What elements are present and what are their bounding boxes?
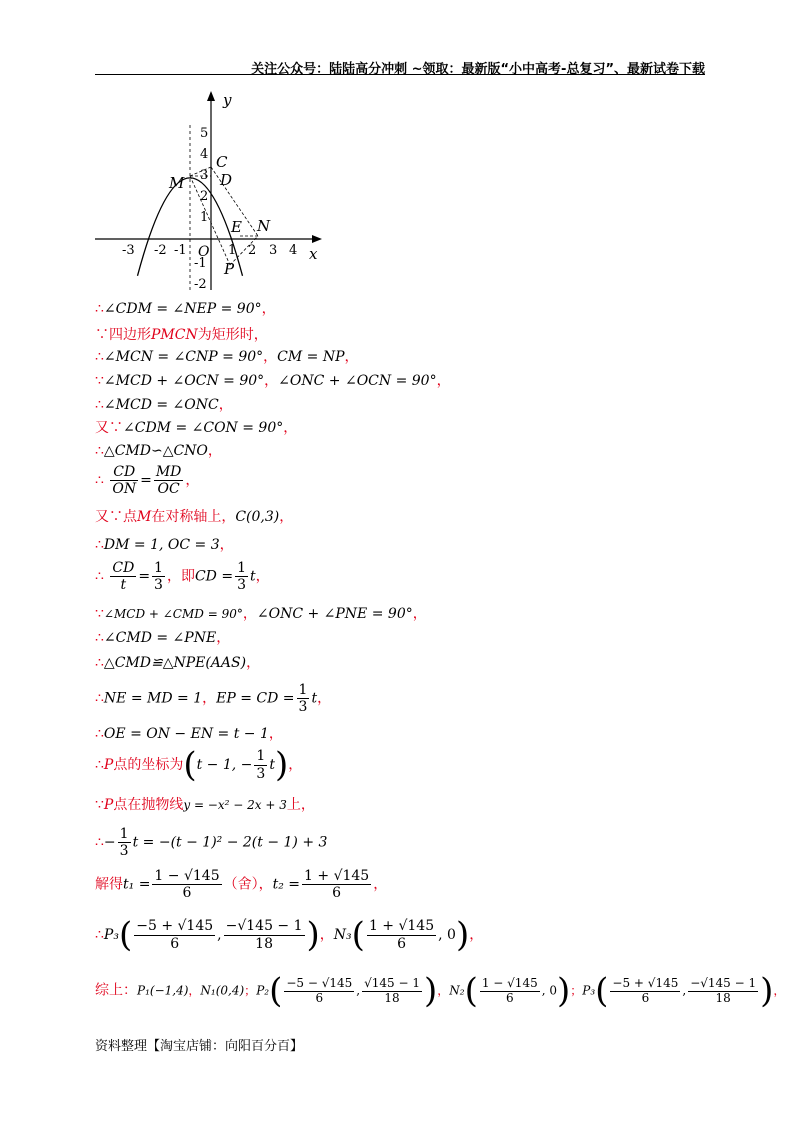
y-tick: -2: [194, 277, 207, 292]
solution-line: ∴P点的坐标为(t − 1, − $\frac{1}{3}$ t)，: [95, 745, 303, 785]
y-tick: 2: [200, 189, 209, 204]
point-label-p: P: [224, 260, 235, 278]
solution-line: ∴OE = ON − EN = t − 1，: [95, 726, 283, 742]
point-label-m: M: [169, 174, 185, 192]
x-axis-arrow: [312, 235, 322, 243]
axis-x-label: x: [309, 245, 318, 263]
solution-line: ∵P点在抛物线y = −x² − 2x + 3上，: [95, 797, 315, 813]
point-label-e: E: [231, 218, 242, 236]
solution-line: ∴NE = MD = 1，EP = CD = $\frac{1}{3}$ t，: [95, 682, 332, 716]
x-tick: 1: [228, 243, 237, 258]
axis-y-label: y: [223, 91, 232, 109]
solution-line: ∴∠MCD = ∠ONC，: [95, 397, 233, 413]
point-label-c: C: [216, 153, 228, 171]
y-axis-arrow: [207, 91, 215, 101]
solution-line: 综上：P₁(−1,4)，N₁(0,4)；P₂( $\frac{-5 - √145}{6}$ , $\frac{√145 - 1}{18}$ )，N₂( $\frac{1 - √145}{6}$ , 0)；P₃( $\frac{-5 + √145}{6}$ , $\frac{-√145 - 1}{18}$ )，: [95, 971, 786, 1011]
y-tick: 4: [200, 147, 209, 162]
solution-line: 又∵∠CDM = ∠CON = 90°，: [95, 420, 298, 436]
x-tick: -3: [122, 243, 135, 258]
point-label-d: D: [220, 171, 233, 189]
solution-line: ∵∠MCD + ∠CMD = 90°，∠ONC + ∠PNE = 90°，: [95, 606, 427, 622]
solution-line: ∴△CMD∽△CNO，: [95, 443, 222, 459]
solution-line: 解得t₁ = $\frac{1 - √145}{6}$ （舍），t₂ = $\frac{1 + √145}{6}$ ，: [95, 868, 388, 902]
x-tick: 3: [269, 243, 278, 258]
solution-line: ∴∠MCN = ∠CNP = 90°，CM = NP，: [95, 349, 359, 365]
x-tick: 4: [289, 243, 298, 258]
solution-line: ∵∠MCD + ∠OCN = 90°，∠ONC + ∠OCN = 90°，: [95, 373, 451, 389]
x-tick: -1: [174, 243, 187, 258]
solution-line: ∵四边形PMCN为矩形时，: [95, 327, 268, 343]
y-tick: 3: [200, 168, 209, 183]
y-tick: 1: [200, 210, 209, 225]
origin-label: O: [198, 244, 210, 260]
parabola-graph: [90, 85, 330, 295]
page-header: 关注公众号：陆陆高分冲刺 ~领取：最新版“小中高考-总复习”、最新试卷下载: [251, 62, 705, 77]
solution-line: ∴△CMD≌△NPE(AAS)，: [95, 655, 261, 671]
page-footer: 资料整理【淘宝店铺：向阳百分百】: [95, 1039, 304, 1054]
header-rule: [95, 74, 705, 75]
y-tick: -1: [194, 256, 207, 271]
solution-line: ∴∠CDM = ∠NEP = 90°，: [95, 301, 276, 317]
solution-line: ∴− $\frac{1}{3}$ t = −(t − 1)² − 2(t − 1) + 3: [95, 826, 328, 860]
solution-line: ∴∠CMD = ∠PNE，: [95, 630, 231, 646]
solution-line: ∴DM = 1, OC = 3，: [95, 537, 234, 553]
solution-line: ∴ $\frac{CD}{ON}$ = $\frac{MD}{OC}$ ，: [95, 464, 200, 498]
solution-line: ∴ $\frac{CD}{t}$ = $\frac{1}{3}$ ，即CD = $\frac{1}{3}$ t，: [95, 560, 270, 594]
point-label-n: N: [257, 217, 271, 235]
x-tick: 2: [248, 243, 257, 258]
y-tick: 5: [200, 126, 209, 141]
solution-line: ∴P₃( $\frac{-5 + √145}{6}$ , $\frac{-√145 - 1}{18}$ )，N₃( $\frac{1 + √145}{6}$ , 0)，: [95, 915, 484, 955]
solution-line: 又∵点M在对称轴上，C(0,3)，: [95, 509, 294, 525]
x-tick: -2: [154, 243, 167, 258]
